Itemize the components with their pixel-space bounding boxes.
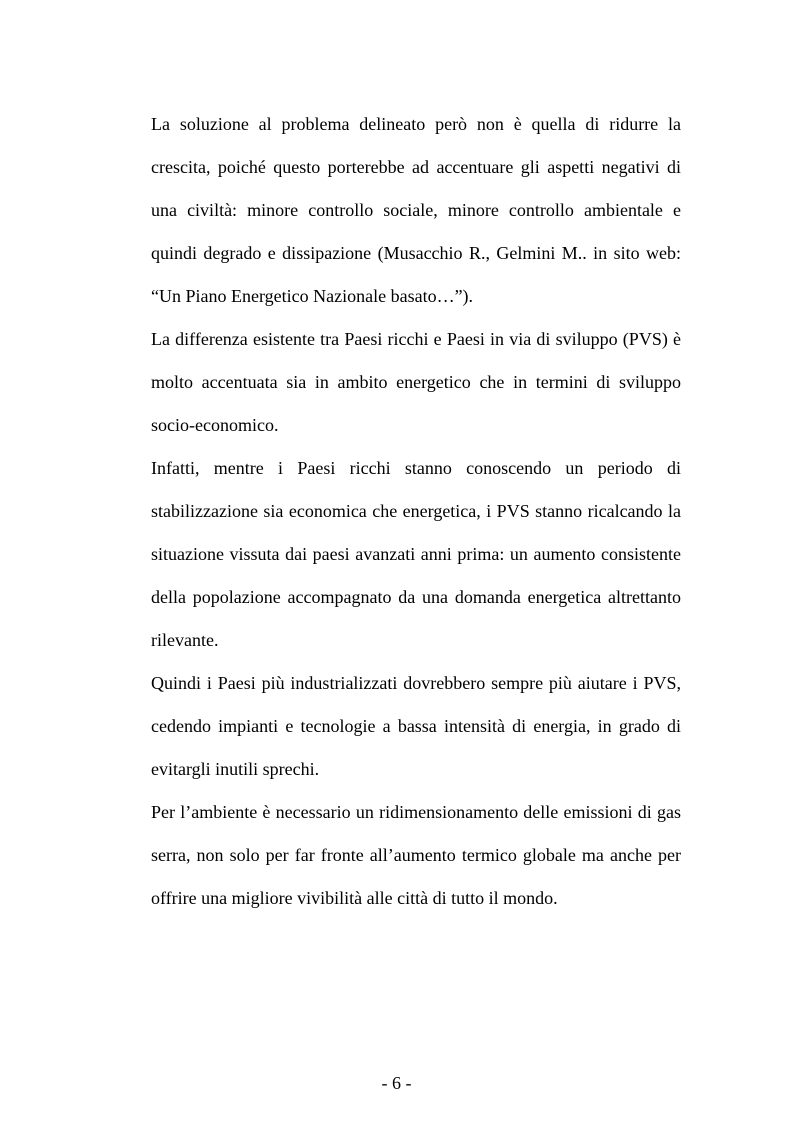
- paragraph-4: Quindi i Paesi più industrializzati dovrebbero sempre più aiutare i PVS, cedendo impianti e tecnologie a bassa intensità di energia, in grado di evitargli inutili sprechi.: [151, 673, 681, 779]
- paragraph-2: La differenza esistente tra Paesi ricchi e Paesi in via di sviluppo (PVS) è molto accentuata sia in ambito energetico che in termini di sviluppo socio-economico.: [151, 329, 681, 435]
- paragraph-3: Infatti, mentre i Paesi ricchi stanno conoscendo un periodo di stabilizzazione sia economica che energetica, i PVS stanno ricalcando la situazione vissuta dai paesi avanzati anni prima: un aumento consistente della popolazione accompagnato da una domanda energetica altrettanto rilevante.: [151, 458, 681, 650]
- body-text: [151, 103, 681, 920]
- paragraph-5: Per l’ambiente è necessario un ridimensionamento delle emissioni di gas serra, non solo per far fronte all’aumento termico globale ma anche per offrire una migliore vivibilità alle città di tutto il mondo.: [151, 802, 681, 908]
- page-number: - 6 -: [381, 1073, 412, 1093]
- paragraph-1: La soluzione al problema delineato però non è quella di ridurre la crescita, poiché questo porterebbe ad accentuare gli aspetti negativi di una civiltà: minore controllo sociale, minore controllo ambientale e quindi degrado e dissipazione (Musacchio R., Gelmini M.. in sito web: “Un Piano Energetico Nazionale basato…”).: [151, 114, 681, 306]
